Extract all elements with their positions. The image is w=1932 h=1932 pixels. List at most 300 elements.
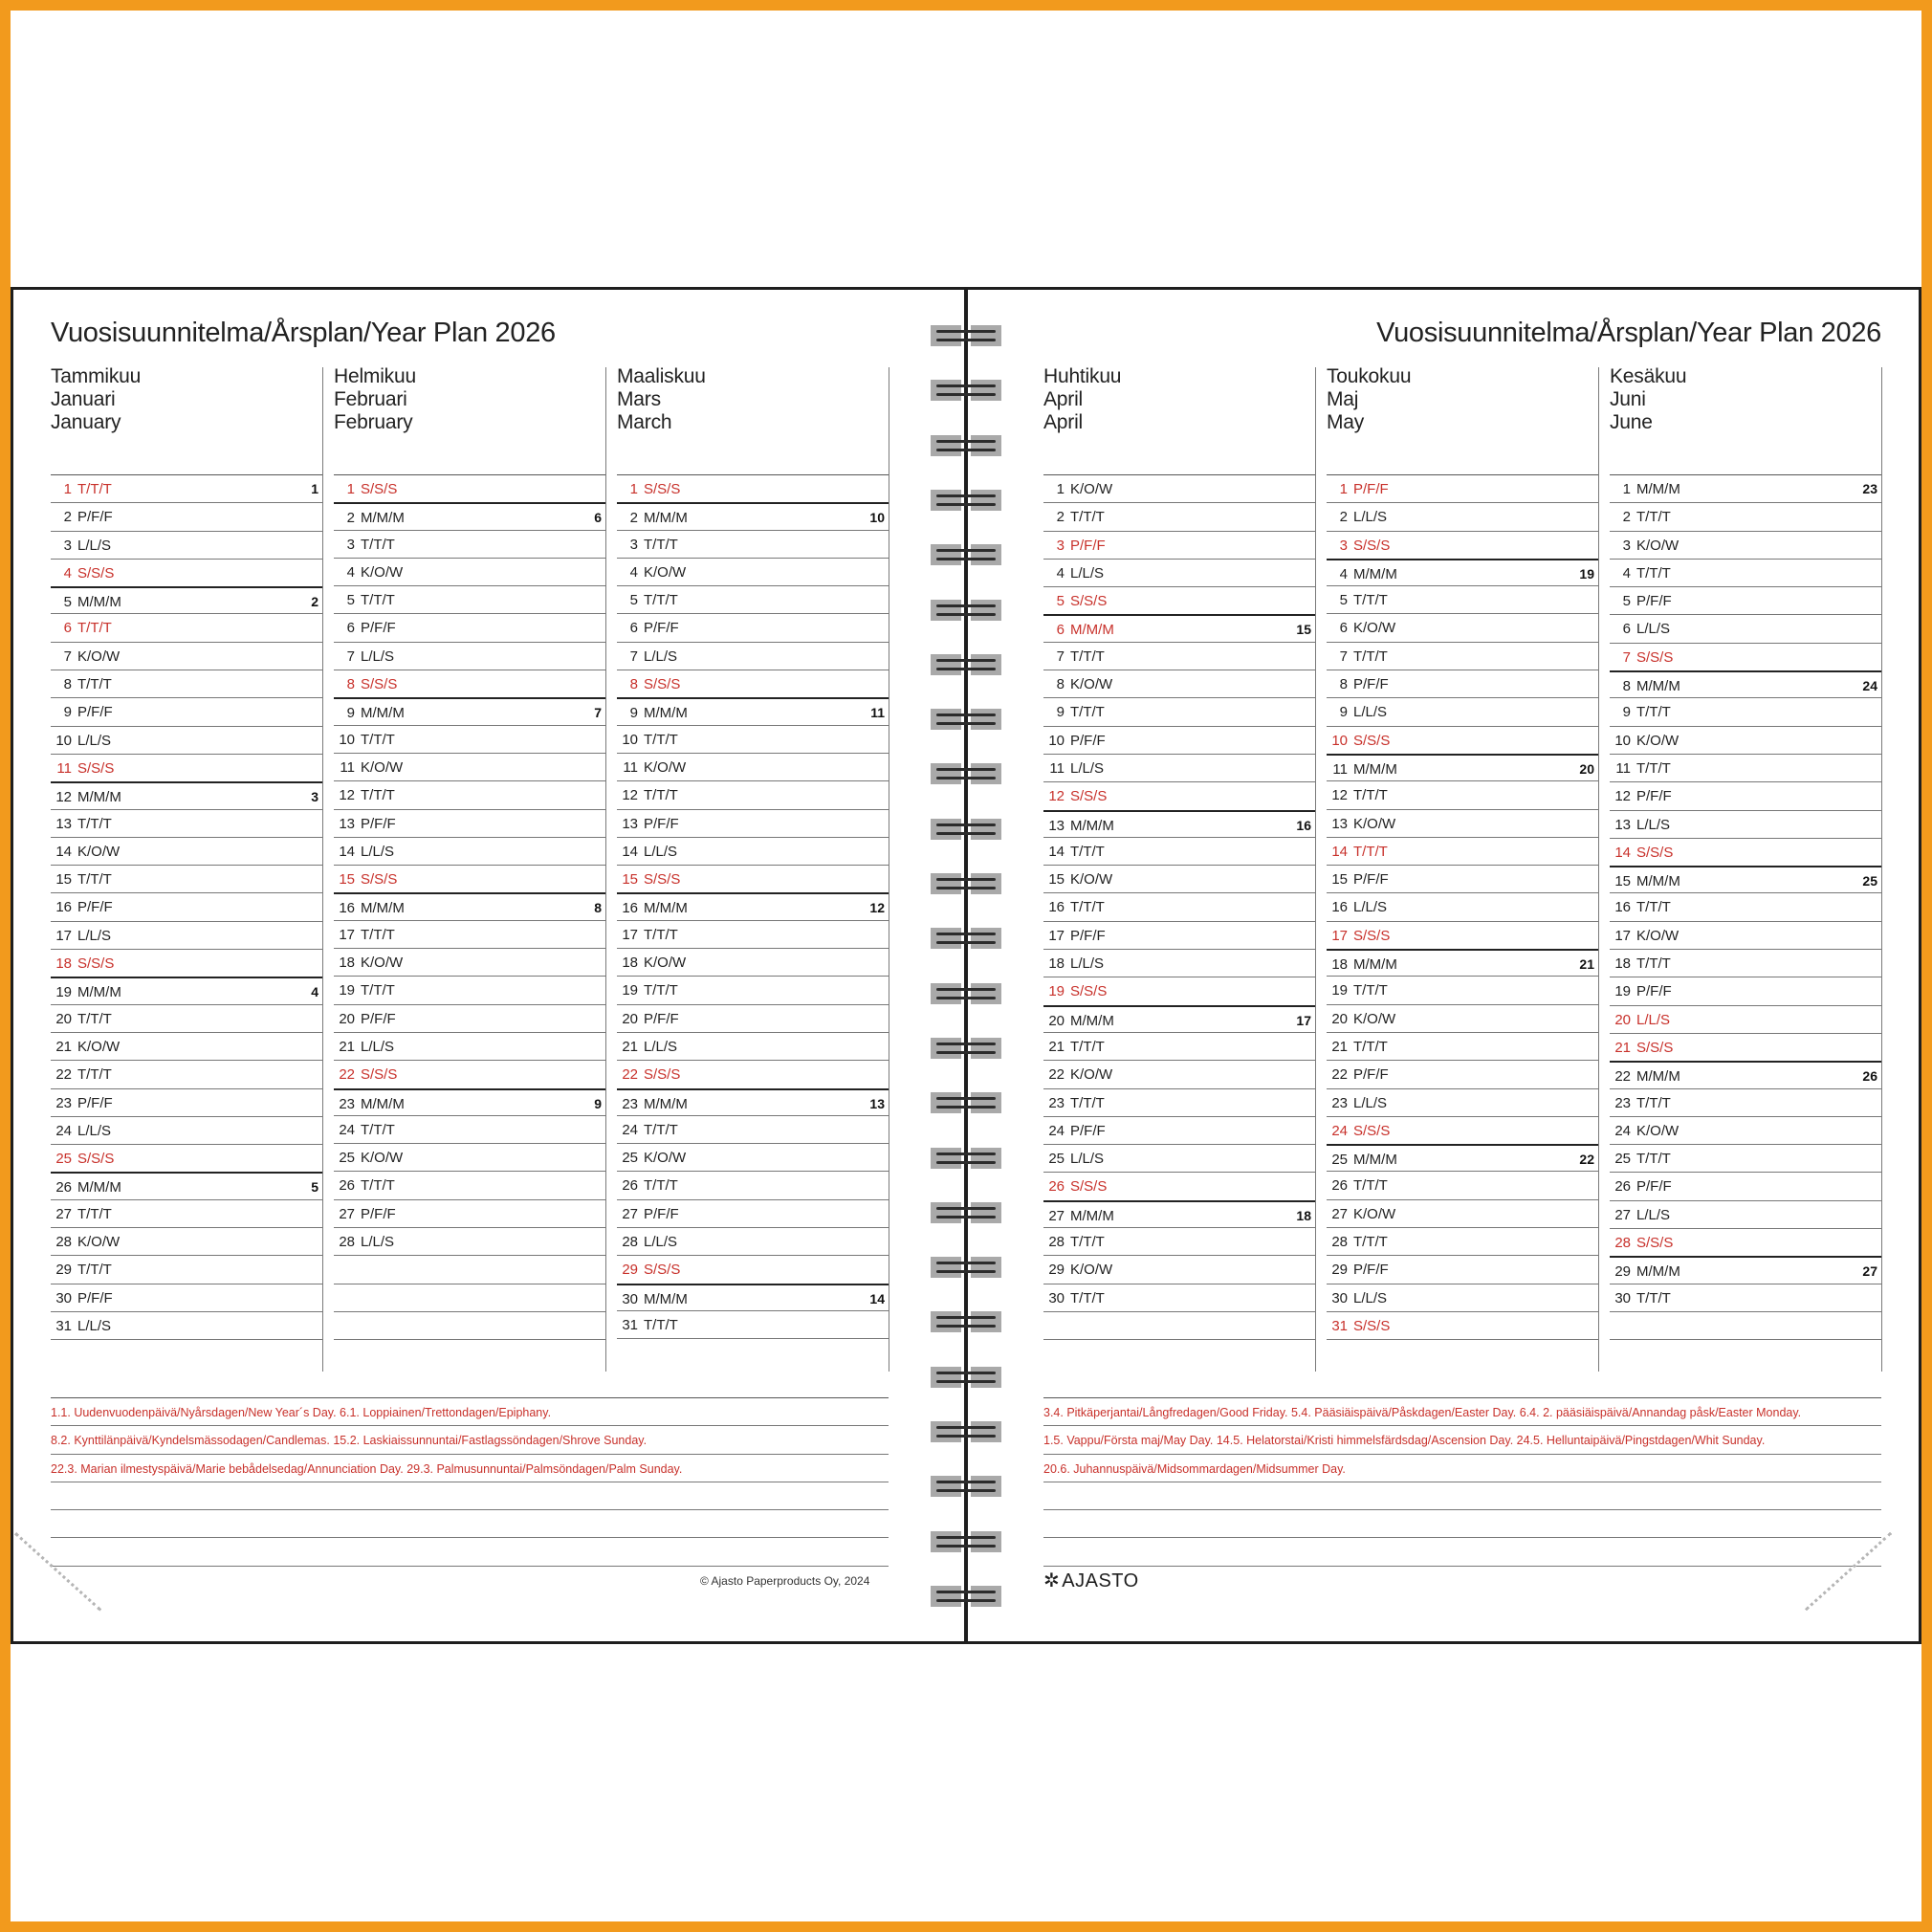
day-row[interactable] <box>1327 614 1598 642</box>
day-row[interactable] <box>334 1228 605 1256</box>
weekday-abbrev: K/O/W <box>361 563 404 581</box>
day-row[interactable] <box>51 560 322 587</box>
day-row[interactable] <box>51 727 322 755</box>
day-number: 10 <box>55 732 72 749</box>
ring-pad <box>931 544 961 565</box>
day-number: 14 <box>1331 843 1348 860</box>
day-row[interactable] <box>1043 1145 1315 1173</box>
weekday-abbrev: L/L/S <box>77 537 112 554</box>
day-row[interactable] <box>1043 643 1315 670</box>
day-row[interactable] <box>1610 475 1881 503</box>
day-row[interactable] <box>1327 698 1598 726</box>
day-row[interactable] <box>334 781 605 809</box>
day-row[interactable] <box>1610 532 1881 560</box>
day-row[interactable] <box>334 754 605 781</box>
day-number: 14 <box>339 843 355 860</box>
weekday-abbrev: T/T/T <box>361 731 395 748</box>
day-number: 18 <box>1331 956 1348 974</box>
day-row[interactable] <box>1610 866 1881 893</box>
day-row[interactable] <box>1610 1034 1881 1062</box>
ring-wire <box>936 330 996 333</box>
weekday-abbrev: T/T/T <box>361 982 395 999</box>
weekday-abbrev: S/S/S <box>1353 1122 1391 1139</box>
weekday-abbrev: T/T/T <box>77 1262 112 1279</box>
day-row[interactable] <box>1610 1201 1881 1229</box>
day-row[interactable] <box>334 614 605 642</box>
day-number: 9 <box>629 705 638 722</box>
day-row[interactable] <box>1043 950 1315 977</box>
day-row[interactable] <box>51 866 322 893</box>
day-row[interactable] <box>51 781 322 809</box>
day-row[interactable] <box>334 1088 605 1116</box>
day-number: 16 <box>1614 899 1631 916</box>
day-number: 3 <box>1622 537 1631 554</box>
day-row[interactable] <box>51 614 322 642</box>
day-row[interactable] <box>1327 1033 1598 1061</box>
day-number: 17 <box>1331 927 1348 944</box>
day-row[interactable] <box>51 475 322 503</box>
week-number: 7 <box>594 705 602 721</box>
day-row[interactable] <box>1610 839 1881 867</box>
day-row[interactable] <box>1610 1145 1881 1173</box>
day-row[interactable] <box>1043 1033 1315 1061</box>
day-row[interactable] <box>1610 587 1881 615</box>
day-number: 16 <box>622 900 638 917</box>
holiday-notes <box>51 1397 889 1567</box>
day-row[interactable] <box>617 1088 889 1116</box>
day-row[interactable] <box>1327 838 1598 866</box>
day-row[interactable] <box>1327 532 1598 560</box>
weekday-abbrev: P/F/F <box>1353 871 1389 889</box>
day-row[interactable] <box>51 586 322 614</box>
day-row[interactable] <box>1327 977 1598 1004</box>
blank-note-line[interactable] <box>51 1510 889 1538</box>
weekday-abbrev: T/T/T <box>1070 1038 1105 1055</box>
weekday-abbrev: L/L/S <box>1636 1011 1671 1028</box>
weekday-abbrev: M/M/M <box>1353 760 1397 778</box>
day-row[interactable] <box>1043 587 1315 615</box>
day-row[interactable] <box>334 892 605 920</box>
day-row[interactable] <box>1327 810 1598 838</box>
binding-ring <box>931 819 1001 840</box>
sun-star-icon: ✲ <box>1043 1570 1061 1592</box>
weekday-abbrev: P/F/F <box>77 704 113 721</box>
binding-ring <box>931 1531 1001 1552</box>
day-row[interactable] <box>1327 1228 1598 1256</box>
day-row[interactable] <box>1043 698 1315 726</box>
day-row[interactable] <box>1043 1284 1315 1312</box>
weekday-abbrev: K/O/W <box>77 648 121 665</box>
day-row[interactable] <box>1610 1117 1881 1145</box>
day-row[interactable] <box>617 1228 889 1256</box>
weekday-abbrev: T/T/T <box>1636 1094 1671 1111</box>
day-row[interactable] <box>1043 782 1315 810</box>
month-name: Januari <box>51 388 116 410</box>
day-row[interactable] <box>1043 1256 1315 1284</box>
day-row[interactable] <box>617 1033 889 1061</box>
day-row[interactable] <box>1610 1229 1881 1257</box>
day-row[interactable] <box>1610 977 1881 1005</box>
day-row[interactable] <box>334 1116 605 1144</box>
day-row[interactable] <box>51 1200 322 1228</box>
day-number: 21 <box>1331 1038 1348 1055</box>
day-row[interactable] <box>1043 810 1315 838</box>
day-row[interactable] <box>334 1144 605 1172</box>
day-row[interactable] <box>617 670 889 698</box>
day-row[interactable] <box>51 1117 322 1145</box>
day-row[interactable] <box>51 1005 322 1033</box>
ring-pad <box>971 1038 1001 1059</box>
ring-wire <box>936 1262 996 1264</box>
day-row[interactable] <box>51 1256 322 1284</box>
day-row[interactable] <box>1327 1172 1598 1199</box>
day-row[interactable] <box>1327 670 1598 698</box>
day-row[interactable] <box>51 670 322 698</box>
weekday-abbrev: L/L/S <box>1070 1151 1105 1168</box>
weekday-abbrev: L/L/S <box>1636 816 1671 833</box>
weekday-abbrev: T/T/T <box>644 1121 678 1138</box>
weekday-abbrev: S/S/S <box>77 759 115 777</box>
day-row[interactable] <box>1043 977 1315 1005</box>
day-row[interactable] <box>617 1172 889 1199</box>
day-row[interactable] <box>1610 1173 1881 1200</box>
weekday-abbrev: S/S/S <box>1353 537 1391 554</box>
day-row[interactable] <box>617 892 889 920</box>
day-row[interactable] <box>1610 1061 1881 1088</box>
day-row[interactable] <box>1327 503 1598 531</box>
day-row[interactable] <box>617 1005 889 1033</box>
ring-wire <box>936 1380 996 1383</box>
ring-wire <box>936 777 996 779</box>
day-row[interactable] <box>617 1284 889 1311</box>
blank-note-line[interactable] <box>51 1482 889 1510</box>
weekday-abbrev: T/T/T <box>77 620 112 637</box>
day-row[interactable] <box>334 949 605 977</box>
blank-note-line[interactable] <box>1043 1482 1881 1510</box>
day-row[interactable] <box>1043 922 1315 950</box>
day-row[interactable] <box>51 532 322 560</box>
day-row[interactable] <box>1327 1005 1598 1033</box>
ring-wire <box>936 1536 996 1539</box>
day-number: 2 <box>1622 509 1631 526</box>
day-row[interactable] <box>334 1172 605 1199</box>
day-row[interactable] <box>334 670 605 698</box>
day-row[interactable] <box>1043 475 1315 503</box>
day-row[interactable] <box>1610 698 1881 726</box>
day-row[interactable] <box>334 921 605 949</box>
day-row[interactable] <box>1043 1089 1315 1117</box>
day-row[interactable] <box>1043 614 1315 642</box>
day-row[interactable] <box>1327 1284 1598 1312</box>
blank-note-line[interactable] <box>51 1538 889 1566</box>
day-number: 28 <box>1048 1234 1065 1251</box>
day-row[interactable] <box>334 502 605 530</box>
day-row[interactable] <box>617 1311 889 1339</box>
day-row[interactable] <box>1043 1005 1315 1033</box>
day-row[interactable] <box>617 921 889 949</box>
day-row[interactable] <box>1043 1173 1315 1200</box>
weekday-abbrev: K/O/W <box>1353 620 1396 637</box>
month-column <box>51 365 322 1340</box>
ring-wire <box>936 339 996 341</box>
day-row[interactable] <box>51 643 322 670</box>
day-row[interactable] <box>617 1256 889 1284</box>
day-row[interactable] <box>334 559 605 586</box>
day-row[interactable] <box>334 977 605 1004</box>
ring-wire <box>936 1372 996 1374</box>
weekday-abbrev: P/F/F <box>1636 983 1672 1000</box>
day-row[interactable] <box>1610 1006 1881 1034</box>
ring-wire <box>936 1043 996 1045</box>
day-row[interactable] <box>1610 811 1881 839</box>
day-row[interactable] <box>1043 1061 1315 1088</box>
weekday-abbrev: T/T/T <box>361 787 395 804</box>
weekday-abbrev: K/O/W <box>361 1150 404 1167</box>
ring-pad <box>971 1257 1001 1278</box>
day-row[interactable] <box>617 502 889 530</box>
day-row[interactable] <box>1327 1256 1598 1284</box>
day-row[interactable] <box>334 697 605 725</box>
day-row[interactable] <box>617 838 889 866</box>
day-row[interactable] <box>617 977 889 1004</box>
day-row[interactable] <box>51 698 322 726</box>
ring-pad <box>971 654 1001 675</box>
day-row[interactable] <box>617 614 889 642</box>
day-row[interactable] <box>334 586 605 614</box>
right-page <box>1003 287 1921 1644</box>
day-row[interactable] <box>1327 586 1598 614</box>
month-name: April <box>1043 411 1084 433</box>
day-row[interactable] <box>51 893 322 921</box>
ring-wire <box>936 988 996 991</box>
day-row[interactable] <box>1327 727 1598 755</box>
week-number: 19 <box>1579 565 1594 582</box>
day-row[interactable] <box>1610 950 1881 977</box>
day-row[interactable] <box>1327 1061 1598 1088</box>
day-row[interactable] <box>334 1005 605 1033</box>
weekday-abbrev: T/T/T <box>77 1066 112 1084</box>
day-row[interactable] <box>1043 838 1315 866</box>
day-row[interactable] <box>1327 643 1598 670</box>
day-row[interactable] <box>1610 727 1881 755</box>
day-number: 13 <box>622 815 638 832</box>
week-number: 15 <box>1296 622 1311 638</box>
day-number: 17 <box>622 926 638 943</box>
day-row[interactable] <box>617 1116 889 1144</box>
day-number: 20 <box>1614 1011 1631 1028</box>
ring-pad <box>931 380 961 401</box>
weekday-abbrev: S/S/S <box>1353 927 1391 944</box>
day-row[interactable] <box>1327 754 1598 781</box>
day-number: 22 <box>622 1066 638 1084</box>
day-row[interactable] <box>1327 949 1598 977</box>
day-row[interactable] <box>617 697 889 725</box>
day-row[interactable] <box>51 950 322 977</box>
day-row[interactable] <box>51 755 322 782</box>
weekday-abbrev: S/S/S <box>77 564 115 582</box>
weekday-abbrev: S/S/S <box>361 676 398 693</box>
weekday-abbrev: M/M/M <box>1070 622 1114 639</box>
weekday-abbrev: T/T/T <box>1070 843 1105 860</box>
day-row[interactable] <box>1327 559 1598 586</box>
day-row[interactable] <box>51 1033 322 1061</box>
day-row[interactable] <box>617 1061 889 1088</box>
day-number: 24 <box>1614 1122 1631 1139</box>
blank-note-line[interactable] <box>1043 1510 1881 1538</box>
ring-pad <box>971 1092 1001 1113</box>
day-row[interactable] <box>334 643 605 670</box>
ring-pad <box>931 709 961 730</box>
day-row[interactable] <box>1610 503 1881 531</box>
day-row[interactable] <box>51 1228 322 1256</box>
day-row[interactable] <box>1327 893 1598 921</box>
weekday-abbrev: S/S/S <box>644 676 681 693</box>
day-row[interactable] <box>334 726 605 754</box>
weekday-abbrev: T/T/T <box>1636 899 1671 916</box>
day-row[interactable] <box>1327 866 1598 893</box>
day-row[interactable] <box>1610 1256 1881 1284</box>
day-row[interactable] <box>1043 1228 1315 1256</box>
day-row[interactable] <box>617 643 889 670</box>
day-row[interactable] <box>1043 893 1315 921</box>
day-row[interactable] <box>334 1200 605 1228</box>
day-number: 27 <box>55 1205 72 1222</box>
month-header <box>1043 365 1315 474</box>
month-name: April <box>1043 388 1084 410</box>
week-number: 9 <box>594 1095 602 1111</box>
ring-pad <box>971 709 1001 730</box>
day-row[interactable] <box>1327 1200 1598 1228</box>
day-row[interactable] <box>334 1061 605 1088</box>
day-row[interactable] <box>1610 1089 1881 1117</box>
day-number: 26 <box>1331 1177 1348 1195</box>
day-number: 14 <box>55 843 72 860</box>
ring-pad <box>971 1421 1001 1442</box>
day-row[interactable] <box>1327 1144 1598 1172</box>
day-row[interactable] <box>1043 866 1315 893</box>
day-row[interactable] <box>1327 475 1598 503</box>
day-row[interactable] <box>1043 532 1315 560</box>
day-row[interactable] <box>1610 1284 1881 1312</box>
day-row[interactable] <box>617 781 889 809</box>
weekday-abbrev: T/T/T <box>77 481 112 497</box>
day-row[interactable] <box>51 1145 322 1173</box>
day-row[interactable] <box>617 531 889 559</box>
day-number: 28 <box>1331 1234 1348 1251</box>
day-row[interactable] <box>1327 781 1598 809</box>
weekday-abbrev: T/T/T <box>1070 509 1105 526</box>
week-number: 4 <box>311 984 318 1000</box>
day-row[interactable] <box>1610 755 1881 782</box>
day-row[interactable] <box>1610 670 1881 698</box>
day-row[interactable] <box>617 1200 889 1228</box>
ring-wire <box>936 440 996 443</box>
weekday-abbrev: M/M/M <box>1636 1263 1680 1281</box>
day-row[interactable] <box>1043 755 1315 782</box>
day-row[interactable] <box>51 1172 322 1199</box>
week-number: 8 <box>594 900 602 916</box>
ring-pad <box>971 1311 1001 1332</box>
day-row[interactable] <box>51 1284 322 1312</box>
day-row[interactable] <box>1327 922 1598 950</box>
weekday-abbrev: P/F/F <box>361 1205 396 1222</box>
day-row[interactable] <box>51 977 322 1004</box>
day-row[interactable] <box>617 1144 889 1172</box>
day-row[interactable] <box>1043 727 1315 755</box>
day-number: 21 <box>339 1038 355 1055</box>
day-row[interactable] <box>1327 1089 1598 1117</box>
day-number: 15 <box>1614 873 1631 890</box>
binding-ring <box>931 1202 1001 1223</box>
day-row[interactable] <box>1043 560 1315 587</box>
day-row[interactable] <box>1327 1312 1598 1340</box>
weekday-abbrev: T/T/T <box>1353 982 1388 999</box>
day-number: 5 <box>1622 593 1631 610</box>
day-row[interactable] <box>334 1033 605 1061</box>
day-row[interactable] <box>334 810 605 838</box>
day-row[interactable] <box>1610 893 1881 921</box>
blank-note-line[interactable] <box>1043 1538 1881 1566</box>
day-row[interactable] <box>1610 922 1881 950</box>
day-row[interactable] <box>51 810 322 838</box>
day-number: 12 <box>1048 788 1065 805</box>
weekday-abbrev: S/S/S <box>1070 593 1108 610</box>
day-row[interactable] <box>617 726 889 754</box>
day-number: 26 <box>339 1177 355 1195</box>
day-row[interactable] <box>51 1312 322 1340</box>
weekday-abbrev: T/T/T <box>1070 1094 1105 1111</box>
day-row[interactable] <box>51 503 322 531</box>
day-row[interactable] <box>1043 670 1315 698</box>
day-row[interactable] <box>51 1061 322 1088</box>
day-row[interactable] <box>334 838 605 866</box>
day-number: 10 <box>339 731 355 748</box>
day-row[interactable] <box>51 922 322 950</box>
day-row[interactable] <box>1043 503 1315 531</box>
month-name: Kesäkuu <box>1610 365 1687 387</box>
day-row[interactable] <box>617 949 889 977</box>
day-row[interactable] <box>1610 560 1881 587</box>
day-row[interactable] <box>1043 1200 1315 1228</box>
weekday-abbrev: T/T/T <box>77 815 112 832</box>
day-row[interactable] <box>617 754 889 781</box>
week-number: 13 <box>869 1095 885 1111</box>
day-row[interactable] <box>617 475 889 503</box>
day-number: 6 <box>629 620 638 637</box>
day-row[interactable] <box>51 838 322 866</box>
binding-ring <box>931 435 1001 456</box>
day-row[interactable] <box>617 586 889 614</box>
day-row[interactable] <box>334 866 605 893</box>
ring-pad <box>931 1148 961 1169</box>
day-row[interactable] <box>1610 615 1881 643</box>
weekday-abbrev: L/L/S <box>644 1234 678 1251</box>
weekday-abbrev: P/F/F <box>77 509 113 526</box>
day-row[interactable] <box>334 531 605 559</box>
day-row[interactable] <box>617 866 889 893</box>
day-row[interactable] <box>334 475 605 503</box>
day-row[interactable] <box>617 559 889 586</box>
week-number: 2 <box>311 594 318 610</box>
day-row[interactable] <box>1043 1117 1315 1145</box>
day-number: 30 <box>1614 1289 1631 1306</box>
day-row[interactable] <box>51 1089 322 1117</box>
weekday-abbrev: M/M/M <box>1636 481 1680 497</box>
day-row[interactable] <box>1610 782 1881 810</box>
day-row[interactable] <box>617 810 889 838</box>
day-row[interactable] <box>1610 644 1881 671</box>
day-row[interactable] <box>1327 1117 1598 1145</box>
